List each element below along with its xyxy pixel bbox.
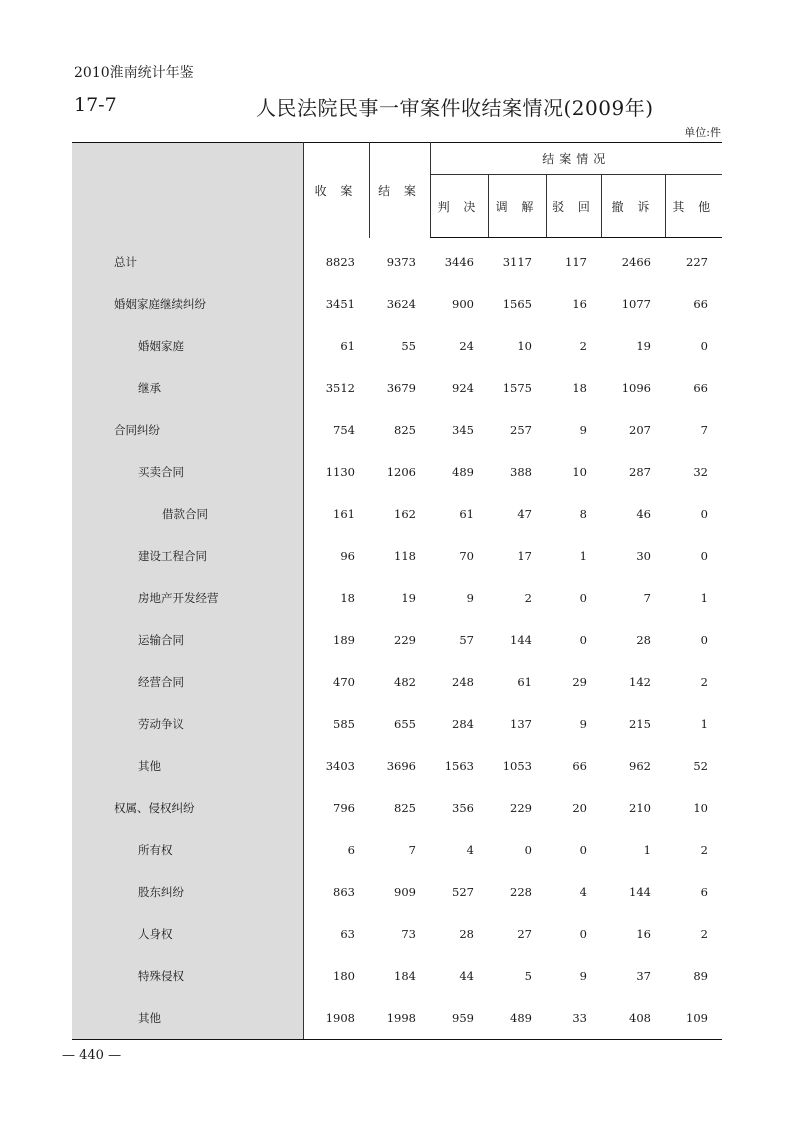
table-cell: 909 <box>394 885 416 899</box>
table-cell: 144 <box>510 633 532 647</box>
table-cell: 0 <box>700 633 708 647</box>
table-cell: 89 <box>693 969 708 983</box>
row-label: 股东纠纷 <box>72 871 303 913</box>
table-cell: 161 <box>333 507 355 521</box>
table-cell: 1 <box>579 549 587 563</box>
table-cell: 10 <box>572 465 587 479</box>
row-label: 合同纠纷 <box>72 409 303 451</box>
table-cell: 489 <box>488 997 546 1040</box>
table-cell: 30 <box>636 549 651 563</box>
table-cell: 3451 <box>325 297 355 311</box>
table-cell: 3696 <box>386 759 416 773</box>
table-cell: 2466 <box>621 255 651 269</box>
table-cell: 18 <box>340 591 355 605</box>
table-cell: 32 <box>693 465 708 479</box>
table-cell: 24 <box>459 339 474 353</box>
col-header-closed: 结 案 <box>369 143 430 238</box>
table-row <box>72 619 722 661</box>
table-cell: 207 <box>629 423 651 437</box>
row-label: 所有权 <box>72 829 303 871</box>
table-cell: 0 <box>700 507 708 521</box>
row-label: 买卖合同 <box>72 451 303 493</box>
table-cell: 27 <box>517 927 532 941</box>
table-cell: 408 <box>601 997 665 1040</box>
table-row <box>72 661 722 703</box>
table-row <box>72 367 722 409</box>
table-cell: 1 <box>700 717 708 731</box>
table-cell: 863 <box>333 885 355 899</box>
table-cell: 109 <box>665 997 722 1040</box>
table-row <box>72 451 722 493</box>
table-cell: 796 <box>333 801 355 815</box>
table-row <box>72 283 722 325</box>
table-cell: 9373 <box>386 254 416 269</box>
table-cell: 137 <box>510 717 532 731</box>
table-cell: 37 <box>636 969 651 983</box>
table-cell: 2 <box>524 591 532 605</box>
table-cell: 1096 <box>621 381 651 395</box>
table-cell: 0 <box>579 591 587 605</box>
row-label: 权属、侵权纠纷 <box>72 787 303 829</box>
table-row <box>72 325 722 367</box>
table-cell: 18 <box>572 381 587 395</box>
table-cell: 6 <box>700 885 708 899</box>
table-row <box>72 787 722 829</box>
table-cell: 287 <box>629 465 651 479</box>
table-cell: 5 <box>524 969 532 983</box>
table-cell: 4 <box>579 885 587 899</box>
table-cell: 527 <box>452 885 474 899</box>
col-header-judgment: 判 决 <box>430 175 488 238</box>
table-cell: 1 <box>700 591 708 605</box>
table-cell: 489 <box>452 465 474 479</box>
table-cell: 16 <box>572 297 587 311</box>
table-cell: 0 <box>524 843 532 857</box>
table-cell: 28 <box>459 927 474 941</box>
table-cell: 388 <box>510 465 532 479</box>
table-cell: 16 <box>636 927 651 941</box>
table-cell: 7 <box>408 843 416 857</box>
table-cell: 66 <box>693 381 708 395</box>
table-cell: 28 <box>636 633 651 647</box>
col-group-close-status: 结案情况 <box>430 143 722 175</box>
table-cell: 10 <box>517 339 532 353</box>
table-cell: 61 <box>459 507 474 521</box>
table-cell: 9 <box>579 717 587 731</box>
table-cell: 1 <box>643 843 651 857</box>
row-label: 建设工程合同 <box>72 535 303 577</box>
col-header-rejected: 驳 回 <box>546 175 601 238</box>
table-cell: 9 <box>579 423 587 437</box>
table-cell: 215 <box>629 717 651 731</box>
table-cell: 55 <box>401 339 416 353</box>
row-label: 劳动争议 <box>72 703 303 745</box>
table-cell: 0 <box>700 549 708 563</box>
table-cell: 229 <box>394 633 416 647</box>
table-cell: 117 <box>565 255 587 269</box>
table-cell: 2 <box>700 927 708 941</box>
table-cell: 227 <box>686 255 708 269</box>
table-row <box>72 238 722 284</box>
table-body <box>72 238 722 1040</box>
table-cell: 0 <box>700 339 708 353</box>
row-label: 特殊侵权 <box>72 955 303 997</box>
col-header-other: 其 他 <box>665 175 722 238</box>
statistics-table <box>72 142 722 1040</box>
table-cell: 142 <box>629 675 651 689</box>
row-label: 继承 <box>72 367 303 409</box>
table-cell: 4 <box>466 843 474 857</box>
table-row <box>72 493 722 535</box>
table-row <box>72 913 722 955</box>
table-cell: 73 <box>401 927 416 941</box>
table-cell: 162 <box>394 507 416 521</box>
table-cell: 1908 <box>303 997 369 1040</box>
table-cell: 1998 <box>369 997 430 1040</box>
table-cell: 8 <box>579 507 587 521</box>
table-cell: 19 <box>636 339 651 353</box>
row-label: 经营合同 <box>72 661 303 703</box>
table-cell: 924 <box>452 381 474 395</box>
table-cell: 3446 <box>444 255 474 269</box>
table-cell: 1077 <box>621 297 651 311</box>
table-cell: 70 <box>459 549 474 563</box>
table-cell: 284 <box>452 717 474 731</box>
table-cell: 7 <box>700 423 708 437</box>
row-label: 人身权 <box>72 913 303 955</box>
row-label: 借款合同 <box>72 493 303 535</box>
table-cell: 7 <box>643 591 651 605</box>
table-cell: 754 <box>333 423 355 437</box>
table-cell: 655 <box>394 717 416 731</box>
table-cell: 1206 <box>386 465 416 479</box>
table-row <box>72 829 722 871</box>
table-cell: 962 <box>629 759 651 773</box>
table-row <box>72 745 722 787</box>
table-cell: 29 <box>572 675 587 689</box>
table-cell: 248 <box>452 675 474 689</box>
table-cell: 8823 <box>325 254 355 269</box>
table-cell: 3512 <box>325 381 355 395</box>
table-cell: 184 <box>394 969 416 983</box>
col-header-received: 收 案 <box>303 143 369 238</box>
table-cell: 900 <box>452 297 474 311</box>
table-cell: 66 <box>572 759 587 773</box>
table-cell: 482 <box>394 675 416 689</box>
col-header-mediation: 调 解 <box>488 175 546 238</box>
table-cell: 257 <box>510 423 532 437</box>
table-number: 17-7 <box>74 94 117 116</box>
table-cell: 3117 <box>502 255 532 269</box>
table-cell: 3679 <box>386 381 416 395</box>
table-cell: 9 <box>466 591 474 605</box>
table-cell: 144 <box>629 885 651 899</box>
table-cell: 180 <box>333 969 355 983</box>
page-title: 人民法院民事一审案件收结案情况(2009年) <box>256 96 654 120</box>
table-cell: 0 <box>579 843 587 857</box>
table-cell: 19 <box>401 591 416 605</box>
table-cell: 356 <box>452 801 474 815</box>
table-cell: 1565 <box>502 297 532 311</box>
table-cell: 46 <box>636 507 651 521</box>
row-label: 运输合同 <box>72 619 303 661</box>
table-row <box>72 871 722 913</box>
statistics-table-container <box>72 142 722 1040</box>
table-cell: 228 <box>510 885 532 899</box>
table-cell: 20 <box>572 801 587 815</box>
table-cell: 66 <box>693 297 708 311</box>
table-cell: 2 <box>700 675 708 689</box>
table-cell: 2 <box>700 843 708 857</box>
table-cell: 52 <box>693 759 708 773</box>
table-cell: 3624 <box>386 297 416 311</box>
table-cell: 210 <box>629 801 651 815</box>
row-label: 总计 <box>72 238 303 284</box>
table-cell: 0 <box>579 633 587 647</box>
table-cell: 63 <box>340 927 355 941</box>
table-cell: 959 <box>430 997 488 1040</box>
table-cell: 3403 <box>325 759 355 773</box>
table-cell: 44 <box>459 969 474 983</box>
table-cell: 470 <box>333 675 355 689</box>
table-cell: 189 <box>333 633 355 647</box>
yearbook-label: 2010淮南统计年鉴 <box>74 65 194 81</box>
table-cell: 585 <box>333 717 355 731</box>
table-cell: 229 <box>510 801 532 815</box>
table-cell: 2 <box>579 339 587 353</box>
unit-label: 单位:件 <box>684 126 721 139</box>
col-header-withdrawn: 撤 诉 <box>601 175 665 238</box>
table-cell: 825 <box>394 423 416 437</box>
table-cell: 33 <box>546 997 601 1040</box>
row-label: 婚姻家庭 <box>72 325 303 367</box>
table-cell: 9 <box>579 969 587 983</box>
table-cell: 61 <box>340 339 355 353</box>
table-cell: 6 <box>347 843 355 857</box>
table-cell: 57 <box>459 633 474 647</box>
table-cell: 96 <box>340 549 355 563</box>
table-row <box>72 535 722 577</box>
table-cell: 47 <box>517 507 532 521</box>
page-number: — 440 — <box>62 1048 122 1063</box>
table-row <box>72 577 722 619</box>
table-cell: 1130 <box>325 465 355 479</box>
table-cell: 825 <box>394 801 416 815</box>
row-label: 其他 <box>72 745 303 787</box>
table-cell: 1563 <box>444 759 474 773</box>
row-label: 房地产开发经营 <box>72 577 303 619</box>
row-header-cell <box>72 143 303 238</box>
table-cell: 345 <box>452 423 474 437</box>
table-cell: 118 <box>394 549 416 563</box>
table-cell: 1053 <box>502 759 532 773</box>
table-row <box>72 703 722 745</box>
row-label: 婚姻家庭继续纠纷 <box>72 283 303 325</box>
table-cell: 61 <box>517 675 532 689</box>
table-cell: 17 <box>517 549 532 563</box>
table-cell: 1575 <box>502 381 532 395</box>
table-row <box>72 409 722 451</box>
table-cell: 0 <box>579 927 587 941</box>
table-cell: 10 <box>693 801 708 815</box>
row-label: 其他 <box>72 997 303 1040</box>
table-row <box>72 997 722 1040</box>
table-row <box>72 955 722 997</box>
